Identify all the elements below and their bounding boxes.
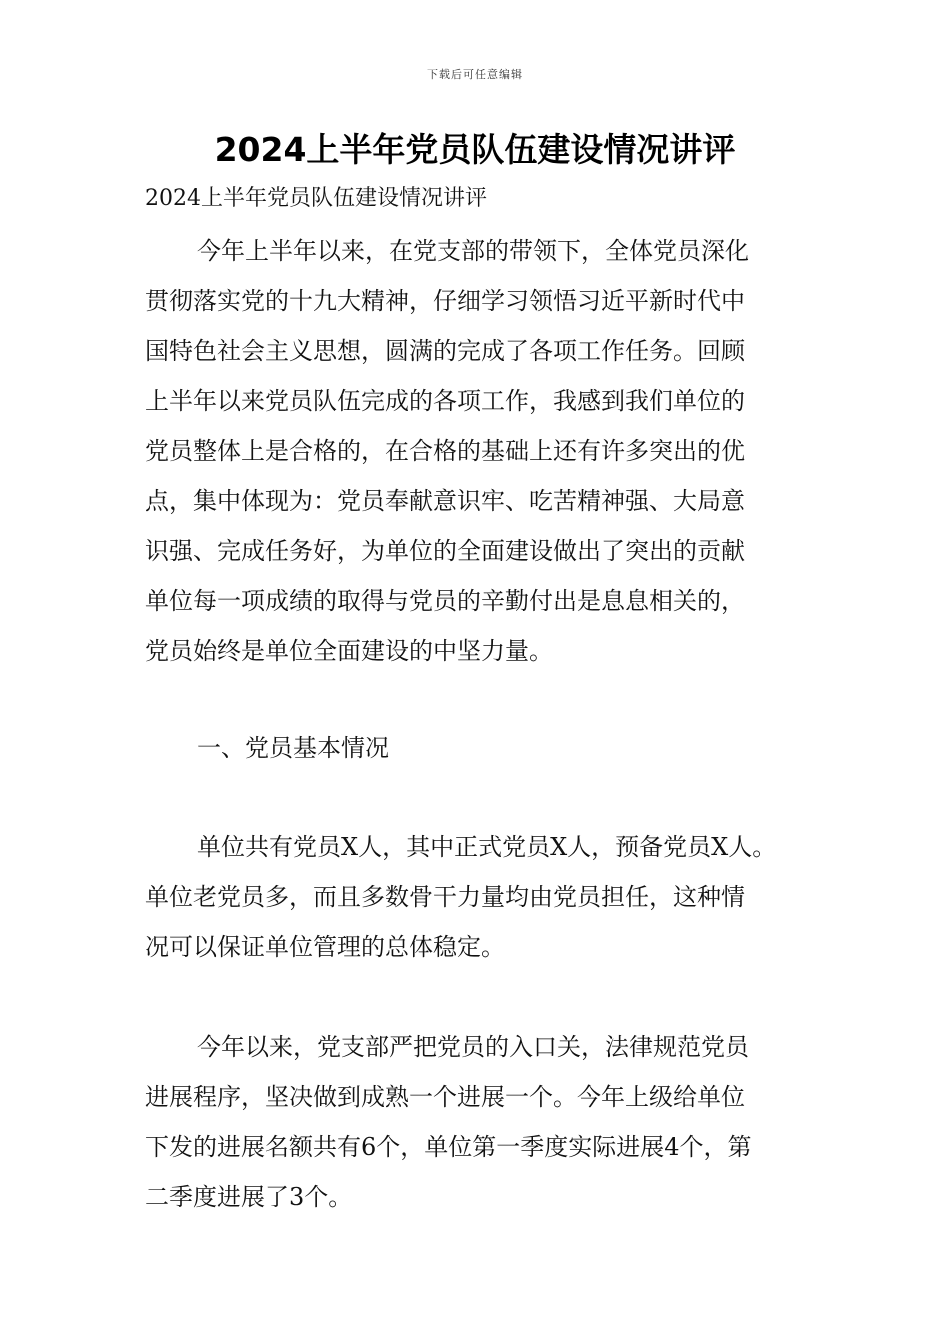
- paragraph-line: 贯彻落实党的十九大精神，仔细学习领悟习近平新时代中: [145, 287, 745, 315]
- paragraph-line: 单位共有党员X人，其中正式党员X人，预备党员X人。: [197, 833, 777, 861]
- paragraph-line: 上半年以来党员队伍完成的各项工作，我感到我们单位的: [145, 387, 745, 415]
- paragraph-line: 二季度进展了3个。: [145, 1183, 353, 1211]
- document-subtitle: 2024上半年党员队伍建设情况讲评: [145, 186, 487, 211]
- paragraph-line: 下发的进展名额共有6个，单位第一季度实际进展4个，第: [145, 1133, 752, 1161]
- section-heading-basic-info: 一、党员基本情况: [197, 734, 389, 762]
- header-note: 下载后可任意编辑: [427, 68, 523, 81]
- paragraph-line: 今年以来，党支部严把党员的入口关，法律规范党员: [197, 1033, 749, 1061]
- paragraph-line: 国特色社会主义思想，圆满的完成了各项工作任务。回顾: [145, 337, 745, 365]
- paragraph-line: 今年上半年以来，在党支部的带领下，全体党员深化: [197, 237, 749, 265]
- paragraph-line: 党员始终是单位全面建设的中坚力量。: [145, 637, 553, 665]
- paragraph-line: 况可以保证单位管理的总体稳定。: [145, 933, 505, 961]
- paragraph-line: 单位老党员多，而且多数骨干力量均由党员担任，这种情: [145, 883, 745, 911]
- paragraph-line: 进展程序，坚决做到成熟一个进展一个。今年上级给单位: [145, 1083, 745, 1111]
- paragraph-member-count: [145, 822, 825, 972]
- paragraph-line: 识强、完成任务好，为单位的全面建设做出了突出的贡献: [145, 537, 745, 565]
- paragraph-recruitment: [145, 1022, 825, 1222]
- paragraph-line: 点，集中体现为：党员奉献意识牢、吃苦精神强、大局意: [145, 487, 745, 515]
- paragraph-line: 单位每一项成绩的取得与党员的辛勤付出是息息相关的，: [145, 587, 745, 615]
- paragraph-intro: [145, 226, 825, 676]
- document-title: 2024上半年党员队伍建设情况讲评: [214, 130, 736, 169]
- paragraph-line: 党员整体上是合格的，在合格的基础上还有许多突出的优: [145, 437, 745, 465]
